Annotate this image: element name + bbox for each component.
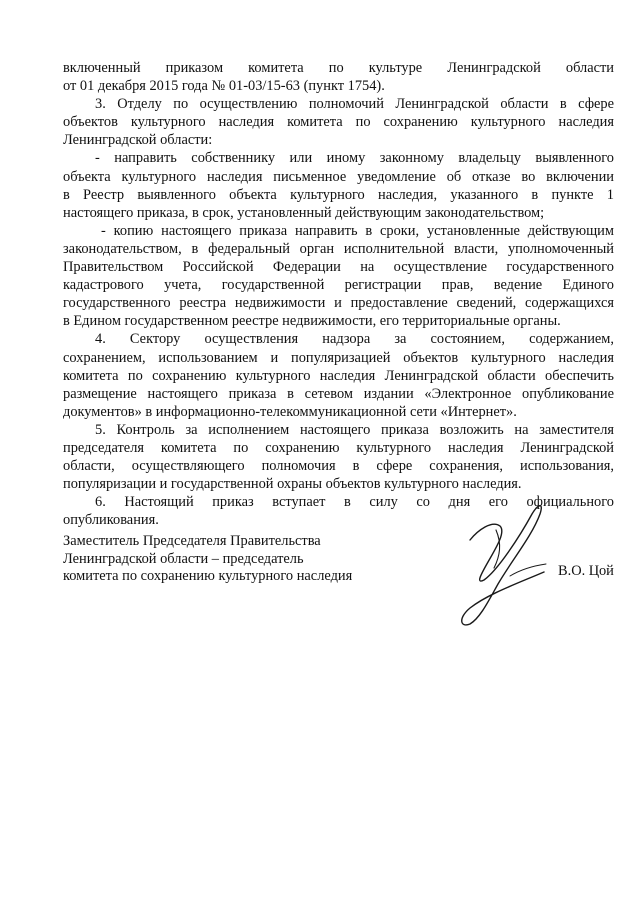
body-line: кадастрового учета, государственной регистрации прав, ведение Единого	[63, 277, 614, 294]
body-line: - копию настоящего приказа направить в сроки, установленные действующим	[101, 222, 614, 239]
body-line: 5. Контроль за исполнением настоящего приказа возложить на заместителя	[95, 421, 614, 438]
body-line: комитета по сохранению культурного наследия Ленинградской области обеспечить	[63, 367, 614, 384]
body-line: документов» в информационно-телекоммуникационной сети «Интернет».	[63, 403, 517, 420]
body-line: области, осуществляющего полномочия в сфере сохранения, использования,	[63, 458, 614, 475]
body-line: от 01 декабря 2015 года № 01-03/15-63 (пункт 1754).	[63, 78, 385, 95]
body-line: размещение настоящего приказа в сетевом издании «Электронное опубликование	[63, 385, 614, 402]
body-line: 4. Сектору осуществления надзора за состоянием, содержанием,	[95, 331, 614, 348]
body-line: - направить собственнику или иному законному владельцу выявленного	[95, 150, 614, 167]
body-line: включенный приказом комитета по культуре Ленинградской области	[63, 60, 614, 76]
document-body	[63, 59, 614, 529]
body-line: сохранением, использованием и популяризацией объектов культурного наследия	[63, 349, 614, 366]
body-line: законодательством, в федеральный орган исполнительной власти, уполномоченный	[63, 240, 614, 257]
body-line: 6. Настоящий приказ вступает в силу со дня его официального	[95, 494, 614, 511]
body-line: государственного реестра недвижимости и предоставление сведений, содержащихся	[63, 295, 614, 312]
body-line: опубликования.	[63, 512, 159, 529]
signatory-title-line: Заместитель Председателя Правительства	[63, 533, 321, 549]
handwritten-signature	[440, 500, 560, 630]
signatory-title-line: Ленинградской области – председатель	[63, 550, 304, 567]
signatory-title-line: комитета по сохранению культурного наследия	[63, 568, 353, 584]
body-line: настоящего приказа, в срок, установленный действующим законодательством;	[63, 204, 545, 221]
signature-block	[63, 533, 393, 586]
body-line: популяризации и государственной охраны объектов культурного наследия.	[63, 476, 522, 493]
body-line: Правительством Российской Федерации на осуществление государственного	[63, 259, 614, 276]
body-line: председателя комитета по сохранению культурного наследия Ленинградской	[63, 439, 614, 456]
body-line: 3. Отделу по осуществлению полномочий Ленинградской области в сфере	[95, 96, 614, 113]
body-line: объекта культурного наследия письменное уведомление об отказе во включении	[63, 168, 614, 185]
body-line: в Реестр выявленного объекта культурного наследия, указанного в пункте 1	[63, 186, 614, 203]
body-line: объектов культурного наследия комитета по сохранению культурного наследия	[63, 114, 614, 131]
body-line: в Едином государственном реестре недвижимости, его территориальные органы.	[63, 313, 561, 330]
signatory-name: В.О. Цой	[558, 563, 614, 579]
body-line: Ленинградской области:	[63, 132, 213, 149]
